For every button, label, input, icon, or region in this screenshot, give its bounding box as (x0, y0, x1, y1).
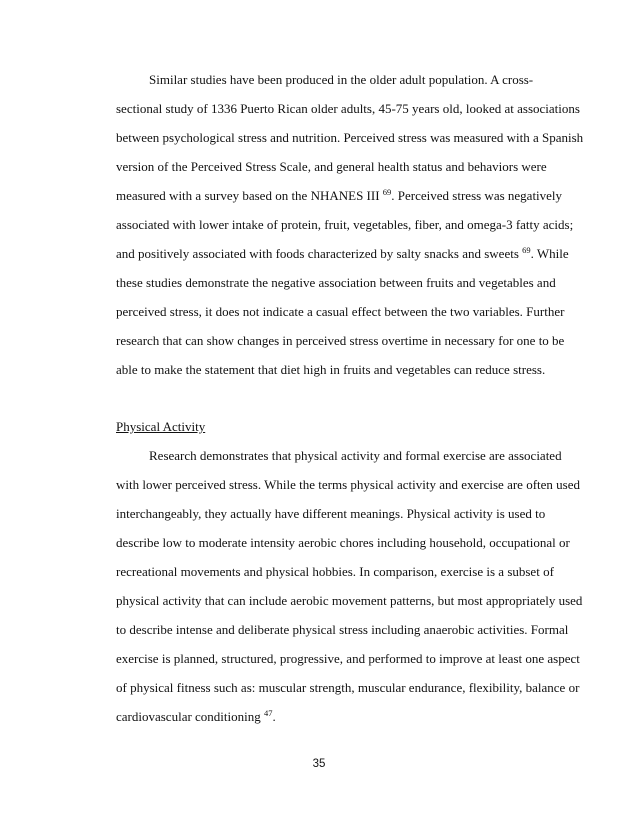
paragraph-line: between psychological stress and nutrition. Perceived stress was measured with a Spanish (116, 130, 584, 145)
line-text: measured with a survey based on the NHANES III (116, 188, 380, 203)
paragraph-line: of physical fitness such as: muscular strength, muscular endurance, flexibility, balance or (116, 680, 580, 695)
paragraph-line: associated with lower intake of protein, fruit, vegetables, fiber, and omega-3 fatty acids; (116, 217, 574, 232)
paragraph-line (116, 188, 576, 204)
paragraph-line: research that can show changes in perceived stress overtime in necessary for one to be (116, 333, 565, 348)
paragraph-line: sectional study of 1336 Puerto Rican older adults, 45-75 years old, looked at associations (116, 101, 580, 116)
paragraph-line: with lower perceived stress. While the terms physical activity and exercise are often used (116, 477, 580, 492)
paragraph-line: describe low to moderate intensity aerobic chores including household, occupational or (116, 535, 570, 550)
paragraph-line: interchangeably, they actually have different meanings. Physical activity is used to (116, 506, 546, 521)
citation-reference: 69 (522, 245, 531, 255)
paragraph-line: Research demonstrates that physical activity and formal exercise are associated (149, 448, 562, 463)
paragraph-line: these studies demonstrate the negative association between fruits and vegetables and (116, 275, 556, 290)
paragraph-line (116, 709, 576, 725)
paragraph-line: able to make the statement that diet high in fruits and vegetables can reduce stress. (116, 362, 546, 377)
paragraph-line: physical activity that can include aerobic movement patterns, but most appropriately used (116, 593, 583, 608)
line-text: cardiovascular conditioning (116, 709, 261, 724)
paragraph-line: version of the Perceived Stress Scale, and general health status and behaviors were (116, 159, 547, 174)
line-text: . (272, 709, 276, 724)
section-heading: Physical Activity (116, 419, 206, 434)
paragraph-line: Similar studies have been produced in the older adult population. A cross- (149, 72, 534, 87)
paragraph-line: exercise is planned, structured, progressive, and performed to improve at least one aspect (116, 651, 580, 666)
paragraph-line: recreational movements and physical hobbies. In comparison, exercise is a subset of (116, 564, 554, 579)
paragraph-line: to describe intense and deliberate physical stress including anaerobic activities. Formal (116, 622, 569, 637)
paragraph-line: perceived stress, it does not indicate a casual effect between the two variables. Further (116, 304, 565, 319)
line-text: . While (530, 246, 569, 261)
citation-reference: 69 (382, 187, 392, 197)
line-text: and positively associated with foods characterized by salty snacks and sweets (116, 246, 519, 261)
paragraph-line (116, 246, 576, 262)
page-number: 35 (312, 758, 326, 770)
line-text: . Perceived stress was negatively (391, 188, 563, 203)
citation-reference: 47 (264, 708, 273, 718)
